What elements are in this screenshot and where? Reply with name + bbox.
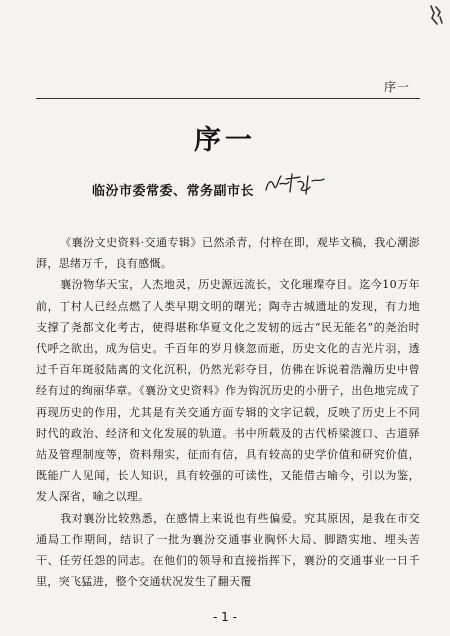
paragraph-2: 襄汾物华天宝，人杰地灵，历史源远流长，文化璀璨夺目。迄今10万年前，丁村人已经点燃了人类早期文明的曙光；陶寺古城遗址的发现，有力地支撑了尧都文化考古，使得堪称华夏文化之发轫的远古“民无能名”的尧治时代呼之欲出，成为信史。千百年的岁月倏忽而逝，历史文化的吉光片羽，透过千百年斑驳陆离的文化沉积，仍然光彩夺目，仿佛在诉说着浩瀚历史中曾经有过的绚丽华章。《襄汾文史资料》作为钩沉历史的小册子，出色地完成了再现历史的作用，尤其是有关交通方面专辑的文字记载，反映了历史上不同时代的政治、经济和文化发展的轨道。书中所载及的古代桥梁渡口、古道驿站及管理制度等，资料翔实，征而有信，具有较高的史学价值和研究价值，既能广人见闻，长人知识，具有较强的可读性，又能借古喻今，引以为鉴，发人深省，喻之以理。 — [36, 278, 420, 504]
running-head: 序一 — [383, 80, 410, 94]
page-number: - 1 - — [213, 610, 237, 624]
page-title: 序一 — [194, 125, 256, 156]
paragraph-1: 《襄汾文史资料·交通专辑》已然杀青，付梓在即，观毕文稿，我心潮澎湃，思绪万千，良有感慨。 — [36, 236, 420, 271]
handwritten-signature — [262, 170, 332, 198]
corner-scan-mark-icon — [428, 4, 444, 26]
body-text — [36, 232, 420, 592]
paragraph-3: 我对襄汾比较熟悉，在感情上来说也有些偏爱。究其原因，是我在市交通局工作期间，结识了一批为襄汾交通事业胸怀大局、脚踏实地、埋头苦干、任劳任怨的同志。在他们的领导和直接指挥下，襄汾的交通事业一日千里，突飞猛进，整个交通状况发生了翻天覆 — [36, 511, 420, 589]
author-byline: 临汾市委常委、常务副市长 — [92, 184, 255, 199]
header-rule — [36, 98, 420, 99]
